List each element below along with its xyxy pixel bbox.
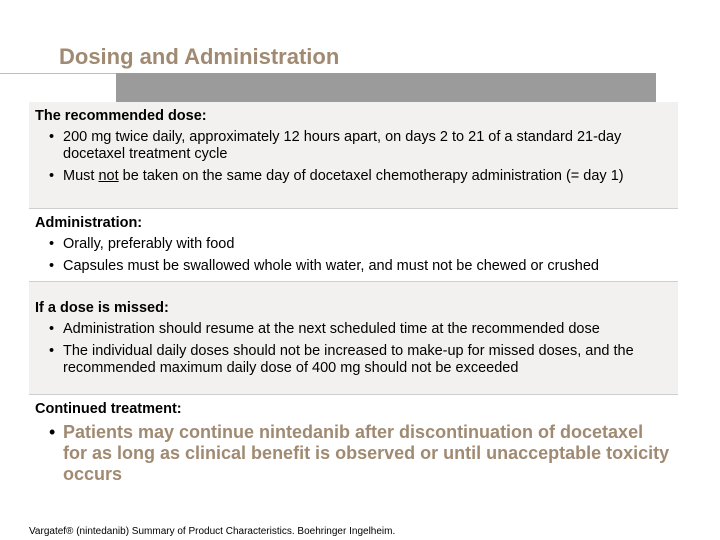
list-item bbox=[35, 321, 672, 338]
bullet-list bbox=[35, 236, 672, 275]
section-heading: If a dose is missed: bbox=[35, 300, 169, 316]
bullet-text: Capsules must be swallowed whole with water, and must not be chewed or crushed bbox=[63, 258, 599, 274]
section-heading: Continued treatment: bbox=[35, 401, 182, 417]
bullet-icon: • bbox=[49, 168, 55, 184]
section-recommended-dose bbox=[29, 102, 678, 209]
footer-citation: Vargatef® (nintedanib) Summary of Product Characteristics. Boehringer Ingelheim. bbox=[29, 526, 396, 537]
bullet-text: Patients may continue nintedanib after discontinuation of docetaxel for as long as clinical benefit is observed or until unacceptable toxicity occurs bbox=[63, 422, 670, 484]
bullet-icon: • bbox=[49, 236, 55, 252]
bullet-text-underlined: not bbox=[98, 168, 119, 184]
bullet-text: 200 mg twice daily, approximately 12 hours apart, on days 2 to 21 of a standard 21-day docetaxel treatment cycle bbox=[63, 129, 622, 162]
bullet-icon: • bbox=[49, 321, 55, 337]
title-rule bbox=[0, 73, 116, 74]
bullet-text: Administration should resume at the next scheduled time at the recommended dose bbox=[63, 321, 600, 337]
section-heading: The recommended dose: bbox=[35, 108, 207, 124]
list-item bbox=[35, 236, 672, 253]
bullet-list bbox=[35, 129, 672, 185]
list-item bbox=[35, 258, 672, 275]
section-heading: Administration: bbox=[35, 215, 143, 231]
bullet-text-post: be taken on the same day of docetaxel chemotherapy administration (= day 1) bbox=[118, 168, 624, 184]
slide-title: Dosing and Administration bbox=[59, 44, 340, 69]
header-bar bbox=[116, 73, 656, 102]
bullet-text: Orally, preferably with food bbox=[63, 236, 235, 252]
bullet-icon: • bbox=[49, 129, 55, 145]
bullet-icon: • bbox=[49, 343, 55, 359]
section-continued-treatment bbox=[29, 395, 678, 490]
section-administration bbox=[29, 209, 678, 282]
bullet-icon: • bbox=[49, 422, 56, 442]
bullet-icon: • bbox=[49, 258, 55, 274]
bullet-text-pre: Must bbox=[63, 168, 99, 184]
bullet-list bbox=[35, 422, 672, 485]
list-item bbox=[35, 422, 672, 485]
bullet-list bbox=[35, 321, 672, 377]
bullet-text: The individual daily doses should not be increased to make-up for missed doses, and the recommended maximum daily dose of 400 mg should not be exceeded bbox=[63, 343, 634, 376]
section-missed-dose bbox=[29, 282, 678, 395]
list-item bbox=[35, 168, 672, 185]
list-item bbox=[35, 343, 672, 377]
list-item bbox=[35, 129, 672, 163]
